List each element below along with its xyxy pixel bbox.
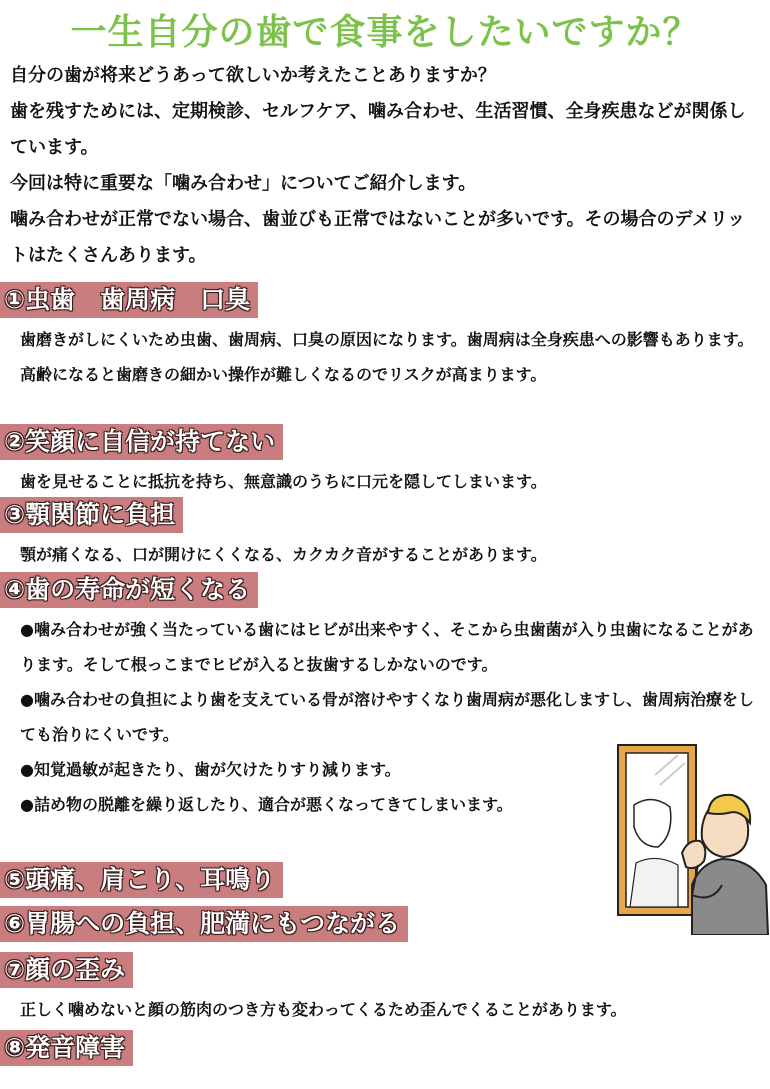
section-heading: ⑤頭痛、肩こり、耳鳴り xyxy=(0,862,283,898)
section-digestion xyxy=(0,906,408,942)
section-paragraph: ●噛み合わせの負担により歯を支えている骨が溶けやすくなり歯周病が悪化しますし、歯周病治療をしても治りにくいです。 xyxy=(20,690,754,744)
section-face-distortion xyxy=(0,952,755,1027)
section-smile xyxy=(0,424,755,499)
intro-text xyxy=(10,58,760,274)
section-body xyxy=(20,992,755,1027)
intro-paragraph: 今回は特に重要な「噛み合わせ」についてご紹介します。 xyxy=(10,173,477,194)
section-paragraph: ●詰め物の脱離を繰り返したり、適合が悪くなってきてしまいます。 xyxy=(20,795,513,814)
section-paragraph: 歯を見せることに抵抗を持ち、無意識のうちに口元を隠してしまいます。 xyxy=(20,472,547,491)
section-jaw-joint xyxy=(0,497,755,572)
section-paragraph: 歯磨きがしにくいため虫歯、歯周病、口臭の原因になります。歯周病は全身疾患への影響もあります。高齢になると歯磨きの細かい操作が難しくなるのでリスクが高まります。 xyxy=(20,330,754,384)
section-body xyxy=(20,464,755,499)
section-paragraph: 正しく噛めないと顔の筋肉のつき方も変わってくるため歪んでくることがあります。 xyxy=(20,1000,627,1019)
section-heading: ⑥胃腸への負担、肥満にもつながる xyxy=(0,906,408,942)
section-heading: ⑦顔の歪み xyxy=(0,952,133,988)
section-heading: ①虫歯 歯周病 口臭 xyxy=(0,282,258,318)
section-heading: ③顎関節に負担 xyxy=(0,497,183,533)
section-speech xyxy=(0,1030,133,1066)
intro-paragraph: 歯を残すためには、定期検診、セルフケア、噛み合わせ、生活習慣、全身疾患などが関係しています。 xyxy=(10,101,746,158)
section-cavities xyxy=(0,282,755,392)
intro-paragraph: 噛み合わせが正常でない場合、歯並びも正常ではないことが多いです。その場合のデメリットはたくさんあります。 xyxy=(10,209,746,266)
section-paragraph: 顎が痛くなる、口が開けにくくなる、カクカク音がすることがあります。 xyxy=(20,545,547,564)
section-heading: ⑧発音障害 xyxy=(0,1030,133,1066)
section-paragraph: ●知覚過敏が起きたり、歯が欠けたりすり減ります。 xyxy=(20,760,401,779)
page-title: 一生自分の歯で食事をしたいですか？ xyxy=(70,11,700,53)
section-body xyxy=(20,537,755,572)
section-heading: ④歯の寿命が短くなる xyxy=(0,572,258,608)
section-body xyxy=(20,322,755,392)
section-heading: ②笑顔に自信が持てない xyxy=(0,424,283,460)
mirror-person-illustration xyxy=(600,735,770,935)
section-headache xyxy=(0,862,283,898)
intro-paragraph: 自分の歯が将来どうあって欲しいか考えたことありますか？ xyxy=(10,65,496,86)
section-paragraph: ●噛み合わせが強く当たっている歯にはヒビが出来やすく、そこから虫歯菌が入り虫歯になることがあります。そして根っこまでヒビが入ると抜歯するしかないのです。 xyxy=(20,620,754,674)
